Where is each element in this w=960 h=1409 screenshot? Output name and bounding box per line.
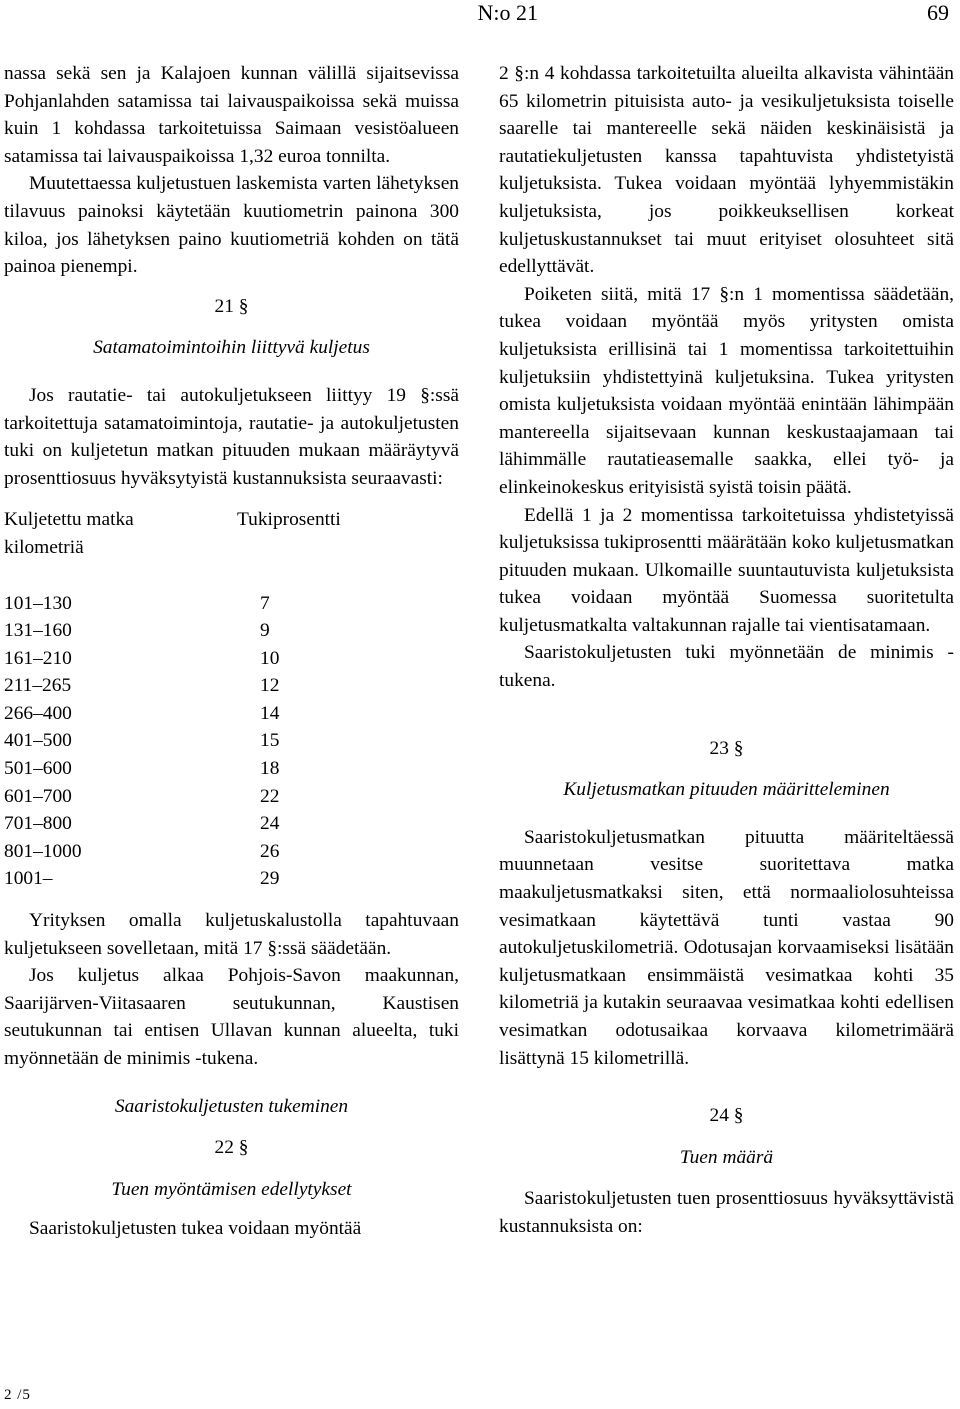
paragraph: Saaristokuljetusmatkan pituutta määriteltäessä muunnetaan vesitse suoritettava matka maakuljetusmatkaksi siten, että normaaliolosuhteissa vesimatkaan käytettävä tunti vastaa 90 autokuljetuskilometriä. Odotusajan korvaamiseksi lisätään kuljetusmatkaan ensimmäistä vesimatkaa kohti 35 kilometriä ja kutakin seuraavaa vesimatkaa kohti edellisen vesimatkan odotusaikaa korvaava kilometrimäärä lisättynä 15 kilometrillä. (499, 826, 954, 1069)
paragraph: Yrityksen omalla kuljetuskalustolla tapahtuvaan kuljetukseen sovelletaan, mitä 17 §:ssä säädetään. (4, 910, 459, 959)
issue-number: N:o 21 (477, 0, 538, 25)
table-row: 501–600 18 (4, 758, 280, 780)
footer-code: 2 /5 (4, 1387, 31, 1403)
left-column (4, 60, 459, 1243)
section-title-24: Tuen määrä (679, 1146, 774, 1168)
page-header (0, 0, 960, 30)
paragraph: Jos rautatie- tai autokuljetukseen liittyy 19 §:ssä tarkoitettuja satamatoimintoja, rautatie- ja autokuljetusten tuki on kuljetetun matkan pituuden mukaan määräytyvä prosenttiosuus hyväksytyistä kustannuksista seuraavasti: (4, 384, 459, 489)
paragraph: Poiketen siitä, mitä 17 §:n 1 momentissa säädetään, tukea voidaan myöntää myös yritysten omista kuljetuksista erillisinä tai 1 momentissa tarkoitettuihin kuljetuksiin yhdistettyinä kuljetuksina. Tukea yritysten omista kuljetuksista voidaan myöntää enintään lähimpään mantereella sijaitsevaan kunnan keskustaajamaan tai lähimmälle rautatieasemalle saakka, ellei työ- ja elinkeinokeskus erityisistä syistä toisin päätä. (499, 283, 954, 498)
section-title-22: Tuen myöntämisen edellytykset (111, 1178, 352, 1200)
support-table (4, 590, 459, 894)
paragraph: Saaristokuljetusten tuki myönnetään de minimis -tukena. (499, 642, 954, 692)
chapter-title: Saaristokuljetusten tukeminen (114, 1095, 349, 1117)
table-row: 266–400 14 (4, 702, 280, 724)
table-row: 701–800 24 (4, 813, 280, 835)
table-row: 401–500 15 (4, 730, 280, 752)
right-column (499, 60, 954, 1241)
col-header-distance: Kuljetettu matka (4, 509, 134, 531)
table-row: 1001– 29 (4, 868, 280, 890)
paragraph: nassa sekä sen ja Kalajoen kunnan välillä sijaitsevissa Pohjanlahden satamissa tai laivauspaikoissa sekä muissa kuin 1 kohdassa tarkoitetuissa Saimaan vesistöalueen satamissa tai laivauspaikoissa 1,32 euroa tonnilta. (4, 63, 459, 167)
section-title-23: Kuljetusmatkan pituuden määritteleminen (563, 779, 890, 801)
section-number-24: 24 § (709, 1105, 744, 1127)
paragraph: Saaristokuljetusten tuen prosenttiosuus hyväksyttävistä kustannuksista on: (499, 1188, 954, 1237)
col-header-unit: kilometriä (4, 536, 84, 558)
table-row: 601–700 22 (4, 785, 280, 807)
section-number-21: 21 § (214, 295, 249, 317)
col-header-percent: Tukiprosentti (237, 509, 341, 531)
table-header (4, 506, 459, 561)
section-number-22: 22 § (214, 1137, 249, 1159)
paragraph: Muutettaessa kuljetustuen laskemista varten lähetyksen tilavuus painoksi käytetään kuutiometrin painona 300 kiloa, jos lähetyksen paino kuutiometriä kohden on tätä painoa pienempi. (4, 173, 459, 278)
table-row: 801–1000 26 (4, 840, 280, 862)
table-row: 101–130 7 (4, 592, 270, 614)
section-title-21: Satamatoimintoihin liittyvä kuljetus (93, 337, 370, 359)
page-number: 69 (927, 0, 949, 25)
paragraph: Saaristokuljetusten tukea voidaan myöntää (29, 1218, 362, 1240)
paragraph: Edellä 1 ja 2 momentissa tarkoitetuissa yhdistetyissä kuljetuksissa tukiprosentti määrätään koko kuljetusmatkan pituuden mukaan. Ulkomaille suuntautuvista kuljetuksista tukea voidaan myöntää Suomessa suoritetulta kuljetusmatkalta valtakunnan rajalle tai vientisatamaan. (499, 504, 954, 636)
section-number-23: 23 § (709, 737, 744, 759)
table-row: 131–160 9 (4, 620, 270, 642)
paragraph: 2 §:n 4 kohdassa tarkoitetuilta alueilta alkavista vähintään 65 kilometrin pituisista auto- ja vesikuljetuksista toiselle saarelle tai mantereelle sekä näiden keskinäisistä ja rautatiekuljetusten kanssa tapahtuvista yhdistetyistä kuljetuksista. Tukea voidaan myöntää lyhyemmistäkin kuljetuksista, jos poikkeuksellisen korkeat kuljetuskustannukset tai muut erityiset olosuhteet sitä edellyttävät. (499, 63, 954, 278)
paragraph: Jos kuljetus alkaa Pohjois-Savon maakunnan, Saarijärven-Viitasaaren seutukunnan, Kaustisen seutukunnan tai entisen Ullavan kunnan alueelta, tuki myönnetään de minimis -tukena. (4, 965, 459, 1069)
table-row: 161–210 10 (4, 647, 280, 669)
table-row: 211–265 12 (4, 675, 280, 697)
